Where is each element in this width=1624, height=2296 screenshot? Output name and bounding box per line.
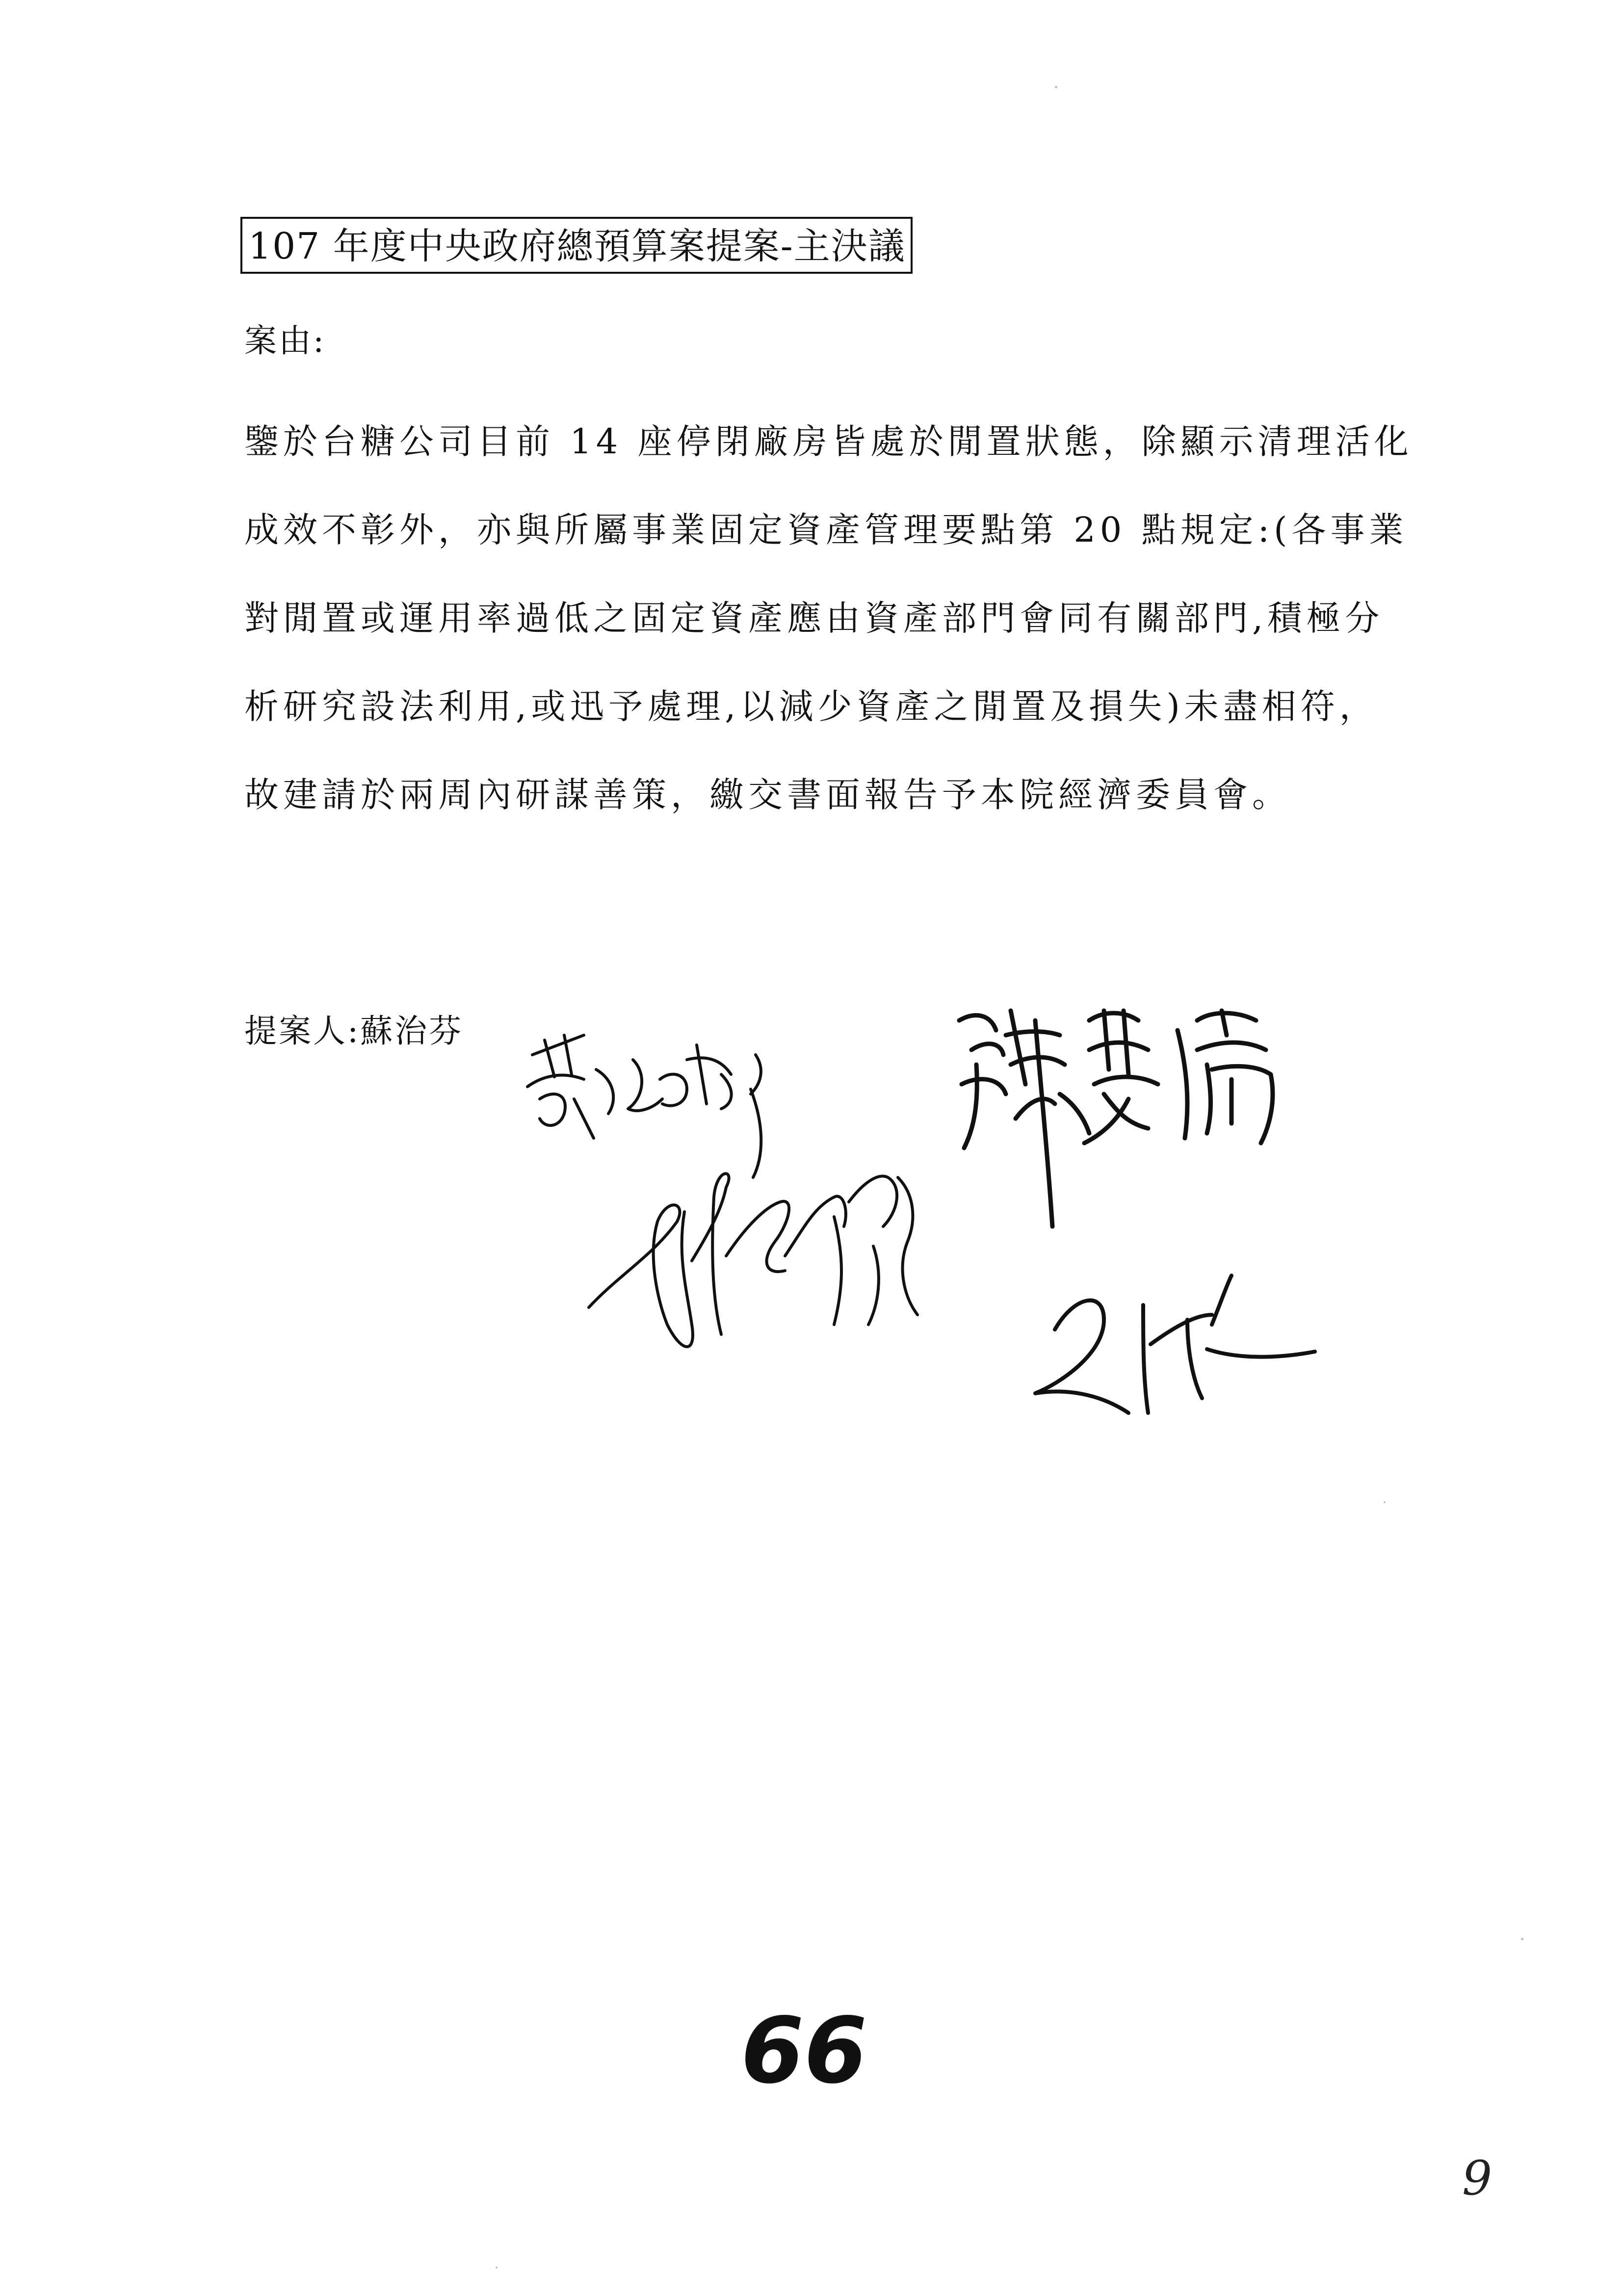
body-line-1: 鑒於台糖公司目前 14 座停閉廠房皆處於閒置狀態，除顯示清理活化 [244,421,1413,462]
proposer-label: 提案人:蘇治芬 [244,1012,464,1050]
body-line-2: 成效不彰外，亦與所屬事業固定資產管理要點第 20 點規定:(各事業 [244,510,1408,550]
scan-speck [1055,86,1057,88]
body-line-5: 故建請於兩周內研謀善策，繳交書面報告予本院經濟委員會。 [244,775,1291,815]
scan-speck [496,2267,498,2269]
scan-speck [1521,1938,1523,1940]
handwritten-signature-2 [589,1174,917,1347]
handwritten-signature-3 [959,1011,1273,1226]
handwritten-signature-1 [527,1035,761,1177]
body-line-4: 析研究設法利用,或迅予處理,以減少資產之閒置及損失)未盡相符， [244,686,1378,727]
body-line-3: 對閒置或運用率過低之固定資產應由資產部門會同有關部門,積極分 [244,598,1384,638]
cause-label: 案由: [244,322,326,360]
scan-speck [1384,1501,1386,1503]
proposal-title: 107 年度中央政府總預算案提案-主決議 [240,217,913,274]
handwritten-signature-4 [1035,1276,1315,1413]
page-number: 66 [741,1998,867,2104]
sheet-number: 9 [1462,2151,1493,2206]
